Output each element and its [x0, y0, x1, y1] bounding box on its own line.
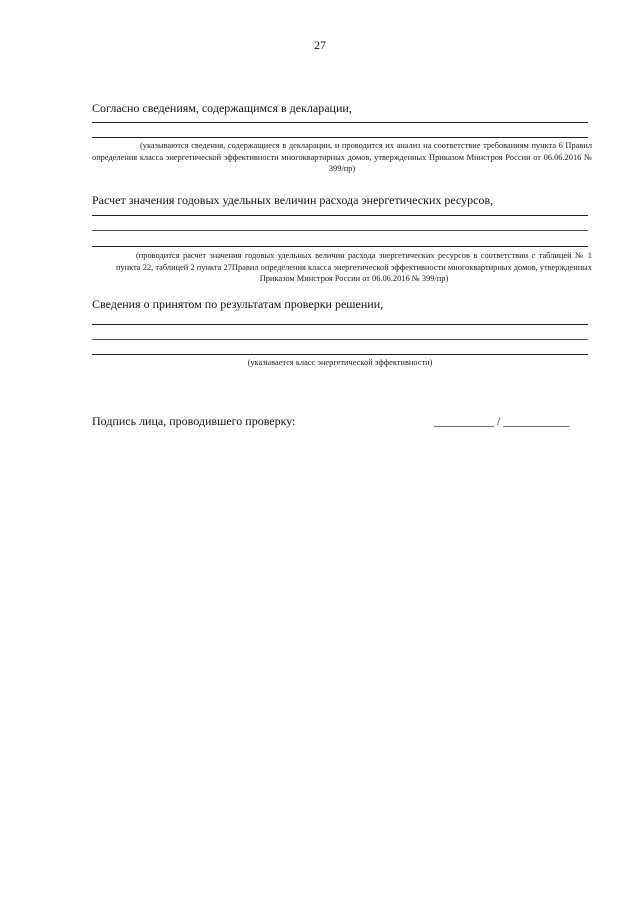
fill-line	[92, 246, 588, 247]
fill-line	[92, 215, 588, 216]
section-heading-declaration: Согласно сведениям, содержащимся в декларации,	[92, 101, 352, 115]
fill-line	[92, 137, 588, 138]
section-note-calculation: (проводится расчет значения годовых удельных величин расхода энергетических ресурсов в соответствии с таблицей № 1 пункта 22, таблицей 2 пункта 27Правил определения класса энергетической эффективности многоквартирных домов, утвержденных Приказом Минстроя России от 06.06.2016 № 399/пр)	[116, 251, 592, 283]
fill-line	[92, 122, 588, 123]
fill-line	[92, 339, 588, 340]
section-heading-calculation: Расчет значения годовых удельных величин расхода энергетических ресурсов,	[92, 193, 494, 207]
fill-line	[92, 230, 588, 231]
section-note-declaration: (указываются сведения, содержащиеся в декларации, и проводится их анализ на соответствие требованиям пункта 6 Правил определения класса энергетической эффективности многоквартирных домов, утвержденных Приказом Минстроя России от 06.06.2016 № 399/пр)	[92, 141, 592, 173]
fill-line	[92, 354, 588, 355]
signature-blank: __________ / ___________	[434, 414, 570, 428]
signature-label: Подпись лица, проводившего проверку:	[92, 414, 296, 428]
section-note-decision: (указывается класс энергетической эффективности)	[247, 358, 433, 367]
page-number: 27	[314, 38, 326, 52]
fill-line	[92, 324, 588, 325]
section-heading-decision: Сведения о принятом по результатам проверки решении,	[92, 297, 384, 311]
